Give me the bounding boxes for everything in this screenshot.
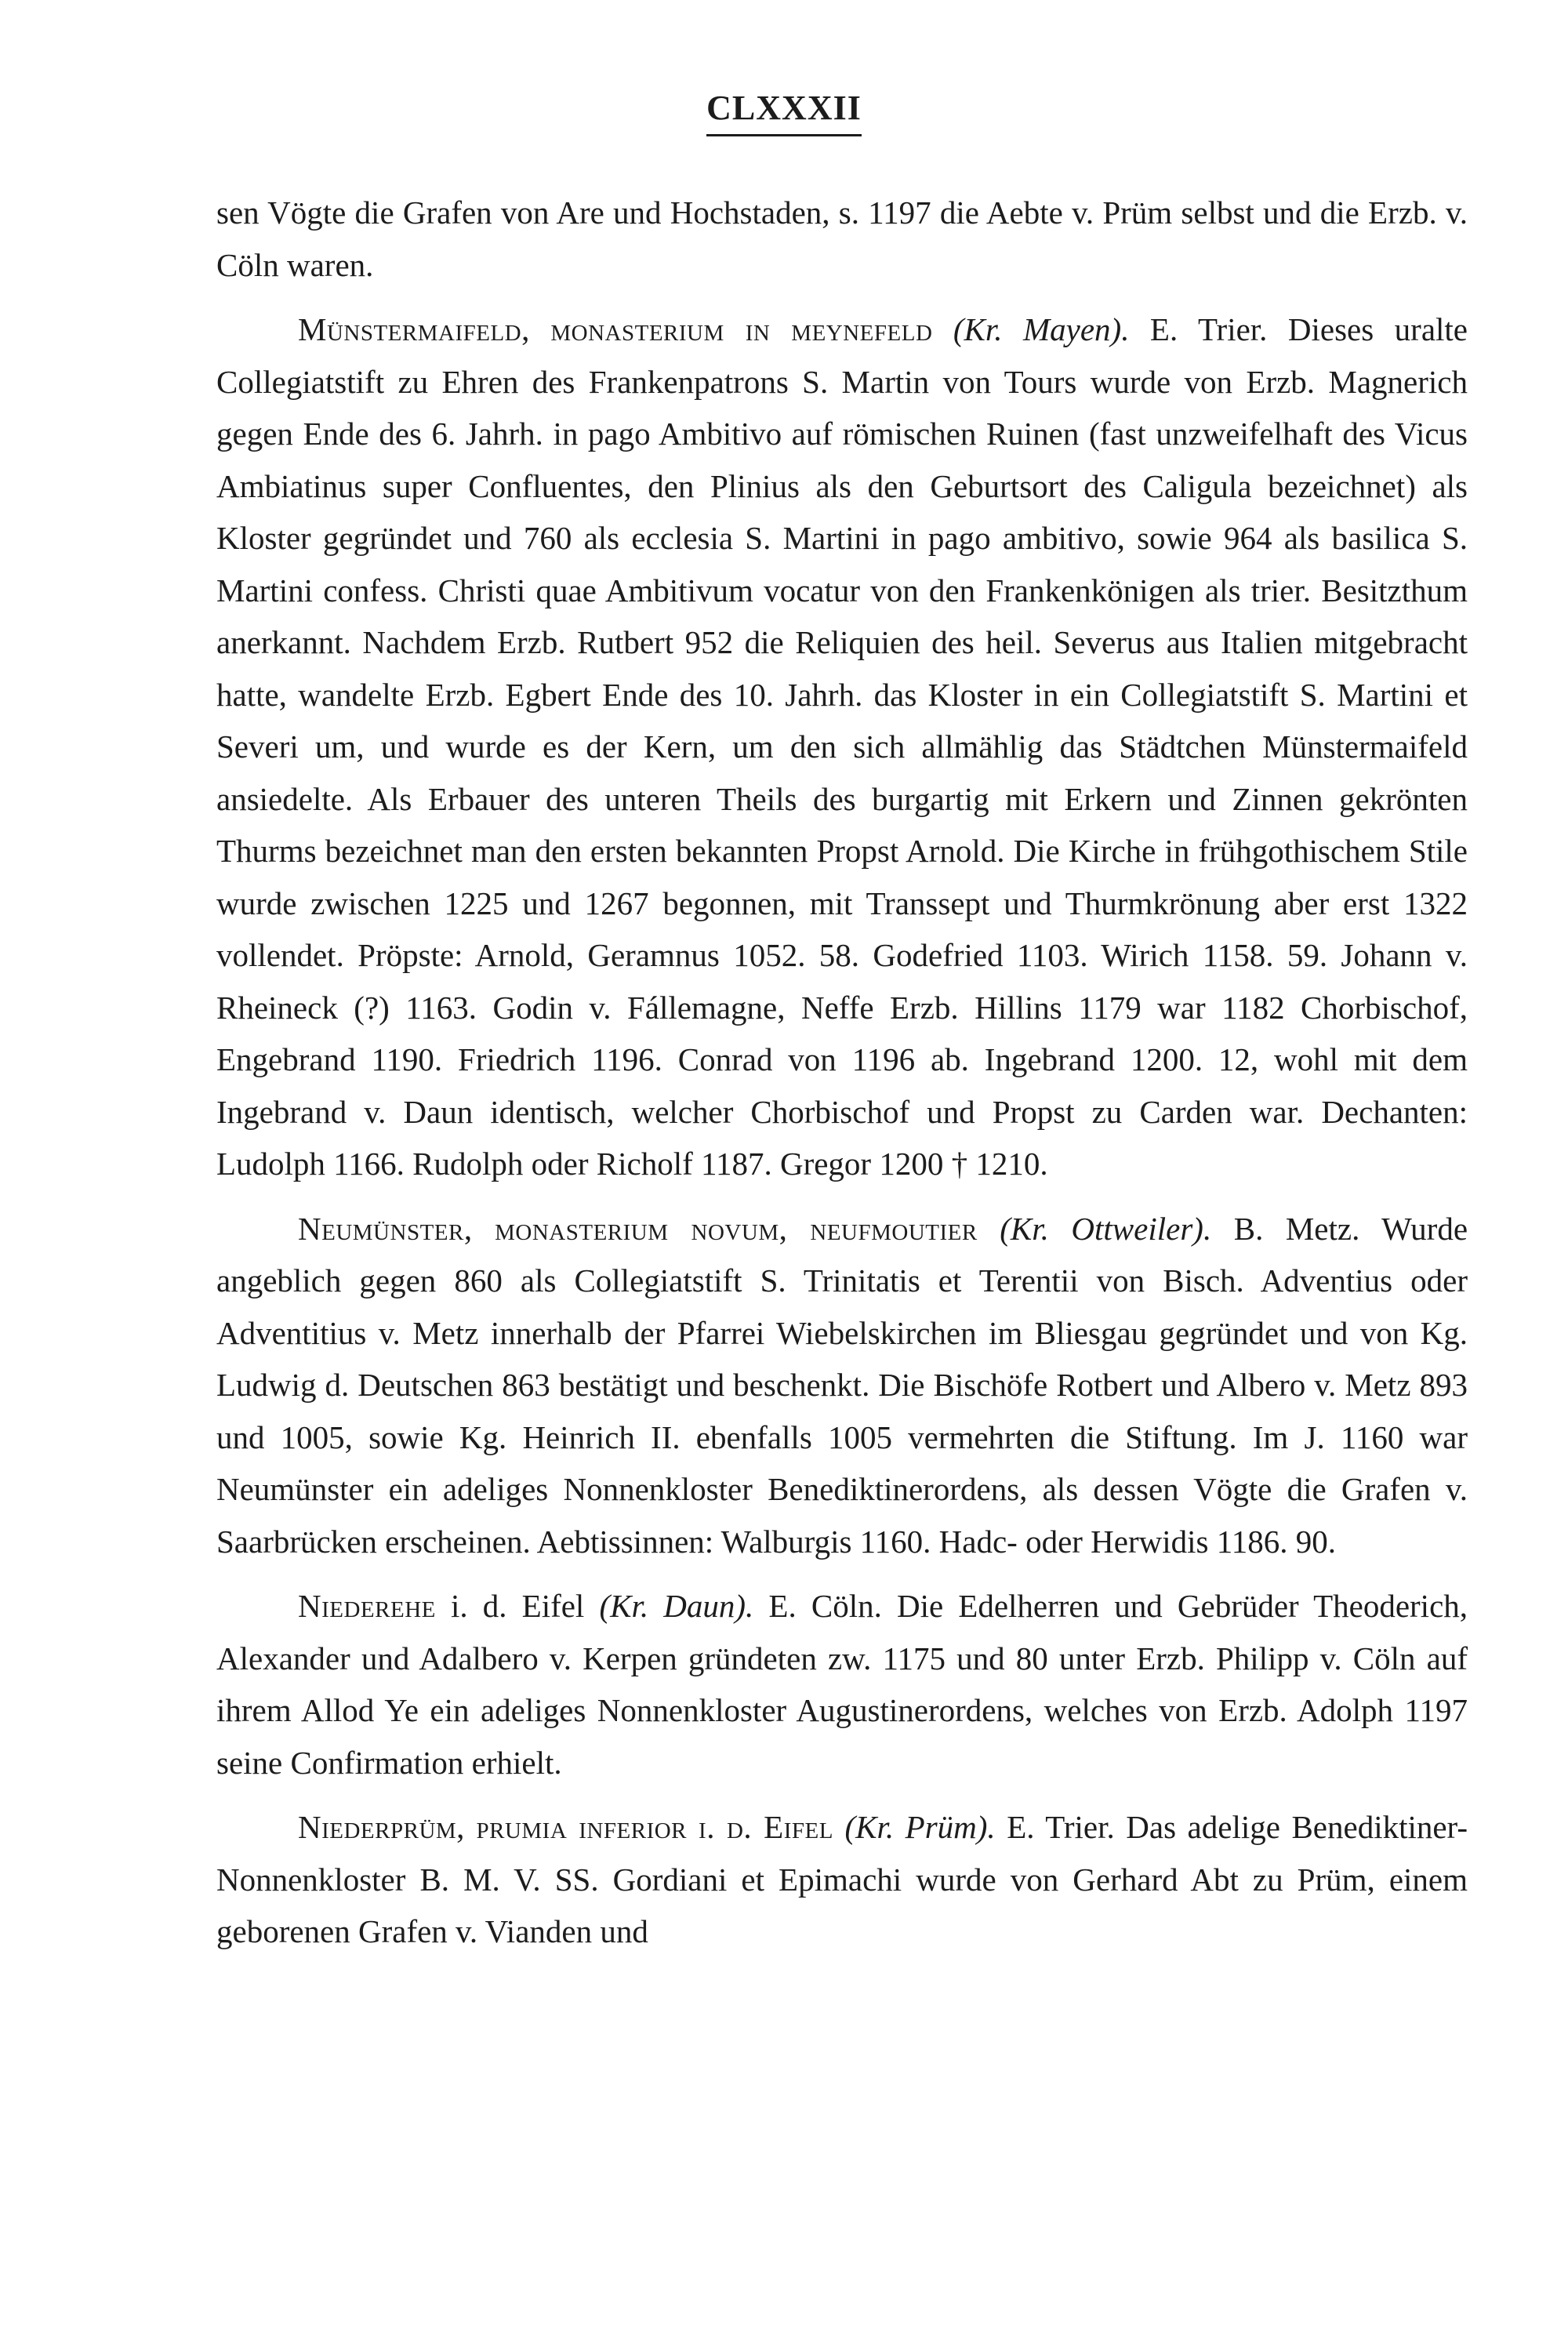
entry-neumuenster [216,1203,1468,1568]
entry-text: sen Vögte die Grafen von Are und Hochstaden, s. 1197 die Aebte v. Prüm selbst und die Erzb. v. Cöln waren. [216,194,1468,283]
entry-latin-name: monasterium in meynefeld [550,311,933,347]
entry-headword: Niederprüm, [298,1809,465,1845]
entry-latin-name: monasterium novum, neufmoutier [495,1210,978,1247]
entry-niederpruem [216,1801,1468,1958]
entry-text: E. Trier. Das adelige Benediktiner-Nonnenkloster B. M. V. SS. Gordiani et Epimachi wurde von Gerhard Abt zu Prüm, einem geborenen Grafen v. Vianden und [216,1809,1468,1949]
entry-text: E. Cöln. Die Edelherren und Gebrüder Theoderich, Alexander und Adalbero v. Kerpen gründeten zw. 1175 und 80 unter Erzb. Philipp v. Cöln auf ihrem Allod Ye ein adeliges Nonnenkloster Augustinerordens, welches von Erzb. Adolph 1197 seine Confirmation erhielt. [216,1588,1468,1781]
entry-muenstermaifeld [216,303,1468,1190]
page-number: CLXXXII [706,88,862,136]
entry-headword: Neumünster, [298,1210,473,1247]
entry-niederehe [216,1580,1468,1789]
entry-latin-name: prumia inferior i. d. Eifel [476,1809,833,1845]
entry-district: (Kr. Ottweiler). [1000,1210,1212,1247]
page-header [0,88,1568,136]
entry-district: (Kr. Prüm). [844,1809,996,1845]
entry-latin-name: i. d. Eifel [451,1588,585,1624]
entry-district: (Kr. Daun). [599,1588,754,1624]
entry-headword: Münstermaifeld, [298,311,530,347]
entry-headword: Niederehe [298,1588,436,1624]
text-body [216,187,1468,1970]
entry-district: (Kr. Mayen). [953,311,1130,347]
entry-continuation [216,187,1468,291]
entry-text: B. Metz. Wurde angeblich gegen 860 als Collegiatstift S. Trinitatis et Terentii von Bisch. Adventius oder Adventitius v. Metz innerhalb der Pfarrei Wiebelskirchen im Bliesgau gegründet und von Kg. Ludwig d. Deutschen 863 bestätigt und beschenkt. Die Bischöfe Rotbert und Albero v. Metz 893 und 1005, sowie Kg. Heinrich II. ebenfalls 1005 vermehrten die Stiftung. Im J. 1160 war Neumünster ein adeliges Nonnenkloster Benediktinerordens, als dessen Vögte die Grafen v. Saarbrücken erscheinen. Aebtissinnen: Walburgis 1160. Hadc- oder Herwidis 1186. 90. [216,1210,1468,1560]
entry-text: E. Trier. Dieses uralte Collegiatstift zu Ehren des Frankenpatrons S. Martin von Tours wurde von Erzb. Magnerich gegen Ende des 6. Jahrh. in pago Ambitivo auf römischen Ruinen (fast unzweifelhaft des Vicus Ambiatinus super Confluentes, den Plinius als den Geburtsort des Caligula bezeichnet) als Kloster gegründet und 760 als ecclesia S. Martini in pago ambitivo, sowie 964 als basilica S. Martini confess. Christi quae Ambitivum vocatur von den Frankenkönigen als trier. Besitzthum anerkannt. Nachdem Erzb. Rutbert 952 die Reliquien des heil. Severus aus Italien mitgebracht hatte, wandelte Erzb. Egbert Ende des 10. Jahrh. das Kloster in ein Collegiatstift S. Martini et Severi um, und wurde es der Kern, um den sich allmählig das Städtchen Münstermaifeld ansiedelte. Als Erbauer des unteren Theils des burgartig mit Erkern und Zinnen gekrönten Thurms bezeichnet man den ersten bekannten Propst Arnold. Die Kirche in frühgothischem Stile wurde zwischen 1225 und 1267 begonnen, mit Transsept und Thurmkrönung aber erst 1322 vollendet. Pröpste: Arnold, Geramnus 1052. 58. Godefried 1103. Wirich 1158. 59. Johann v. Rheineck (?) 1163. Godin v. Fállemagne, Neffe Erzb. Hillins 1179 war 1182 Chorbischof, Engebrand 1190. Friedrich 1196. Conrad von 1196 ab. Ingebrand 1200. 12, wohl mit dem Ingebrand v. Daun identisch, welcher Chorbischof und Propst zu Carden war. Dechanten: Ludolph 1166. Rudolph oder Richolf 1187. Gregor 1200 † 1210. [216,311,1468,1182]
